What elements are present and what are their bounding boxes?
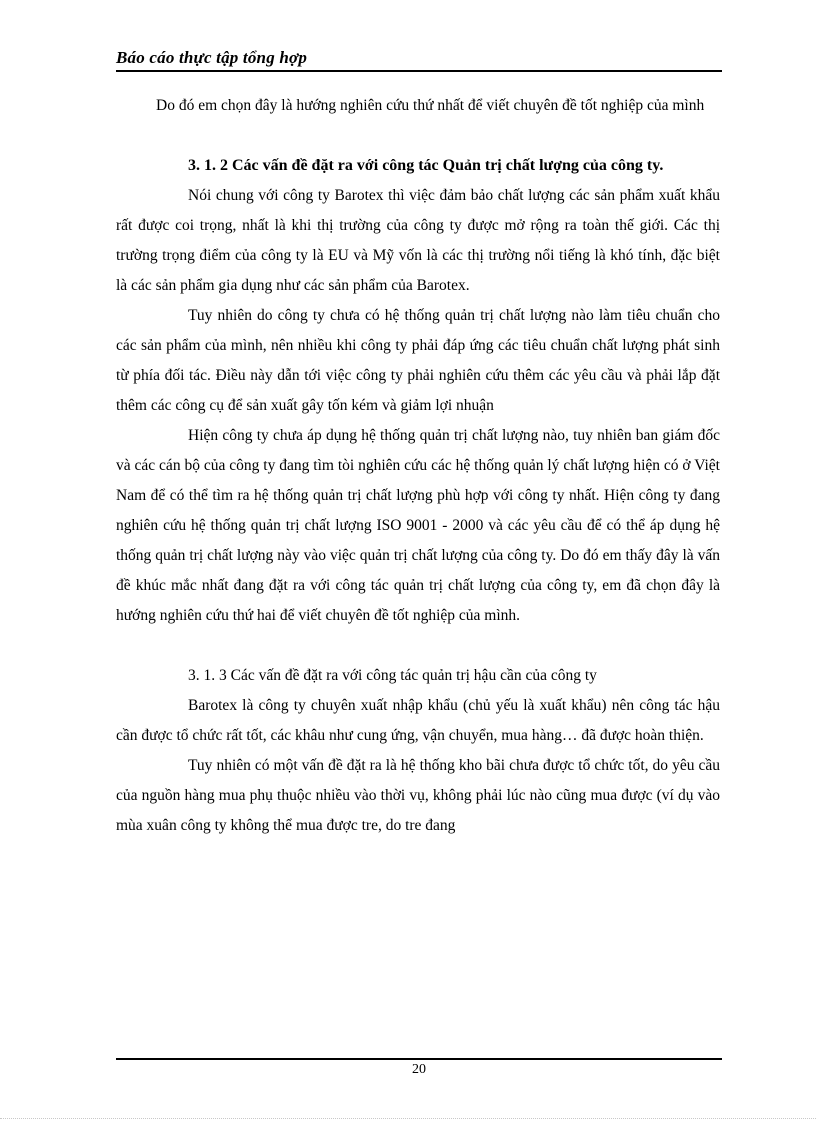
page-number: 20 (412, 1062, 426, 1077)
running-header-title: Báo cáo thực tập tổng hợp (116, 48, 308, 67)
paragraph-4: Hiện công ty chưa áp dụng hệ thống quản trị chất lượng nào, tuy nhiên ban giám đốc và các cán bộ của công ty đang tìm tòi nghiên cứu các hệ thống quản lý chất lượng hiện có ở Việt Nam để có thể tìm ra hệ thống quản trị chất lượng phù hợp với công ty nhất. Hiện công ty đang nghiên cứu hệ thống quản trị chất lượng ISO 9001 - 2000 và các yêu cầu để có thể áp dụng hệ thống quản trị chất lượng này vào việc quản trị chất lượng của công ty. Do đó em thấy đây là vấn đề khúc mắc nhất đang đặt ra với công tác quản trị chất lượng của công ty, em đã chọn đây là hướng nghiên cứu thứ hai để viết chuyên đề tốt nghiệp của mình. (116, 427, 720, 624)
section-heading-3-1-2: 3. 1. 2 Các vấn đề đặt ra với công tác Quản trị chất lượng của công ty. (188, 157, 664, 174)
header-rule (116, 70, 722, 72)
paragraph-5: Barotex là công ty chuyên xuất nhập khẩu (chủ yếu là xuất khẩu) nên công tác hậu cần được tổ chức rất tốt, các khâu như cung ứng, vận chuyển, mua hàng… đã được hoàn thiện. (116, 697, 720, 744)
spacer (116, 121, 720, 151)
spacer (116, 631, 720, 661)
footer-rule (116, 1058, 722, 1060)
page-edge-divider (0, 1118, 816, 1119)
paragraph-1: Do đó em chọn đây là hướng nghiên cứu thứ nhất để viết chuyên đề tốt nghiệp của mình (156, 97, 705, 114)
paragraph-6: Tuy nhiên có một vấn đề đặt ra là hệ thống kho bãi chưa được tổ chức tốt, do yêu cầu của nguồn hàng mua phụ thuộc nhiều vào thời vụ, không phải lúc nào cũng mua được (ví dụ vào mùa xuân công ty không thể mua được tre, do tre đang (116, 757, 720, 834)
section-heading-3-1-3: 3. 1. 3 Các vấn đề đặt ra với công tác quản trị hậu cần của công ty (188, 667, 597, 684)
paragraph-2: Nói chung với công ty Barotex thì việc đảm bảo chất lượng các sản phẩm xuất khẩu rất được coi trọng, nhất là khi thị trường của công ty được mở rộng ra toàn thế giới. Các thị trường trọng điểm của công ty là EU và Mỹ vốn là các thị trường nổi tiếng là khó tính, đặc biệt là các sản phẩm gia dụng như các sản phẩm của Barotex. (116, 187, 720, 294)
paragraph-3: Tuy nhiên do công ty chưa có hệ thống quản trị chất lượng nào làm tiêu chuẩn cho các sản phẩm của mình, nên nhiều khi công ty phải đáp ứng các tiêu chuẩn chất lượng phát sinh từ phía đối tác. Điều này dẫn tới việc công ty phải nghiên cứu thêm các yêu cầu và phải lắp đặt thêm các công cụ để sản xuất gây tốn kém và giảm lợi nhuận (116, 307, 720, 414)
document-body (116, 91, 720, 841)
